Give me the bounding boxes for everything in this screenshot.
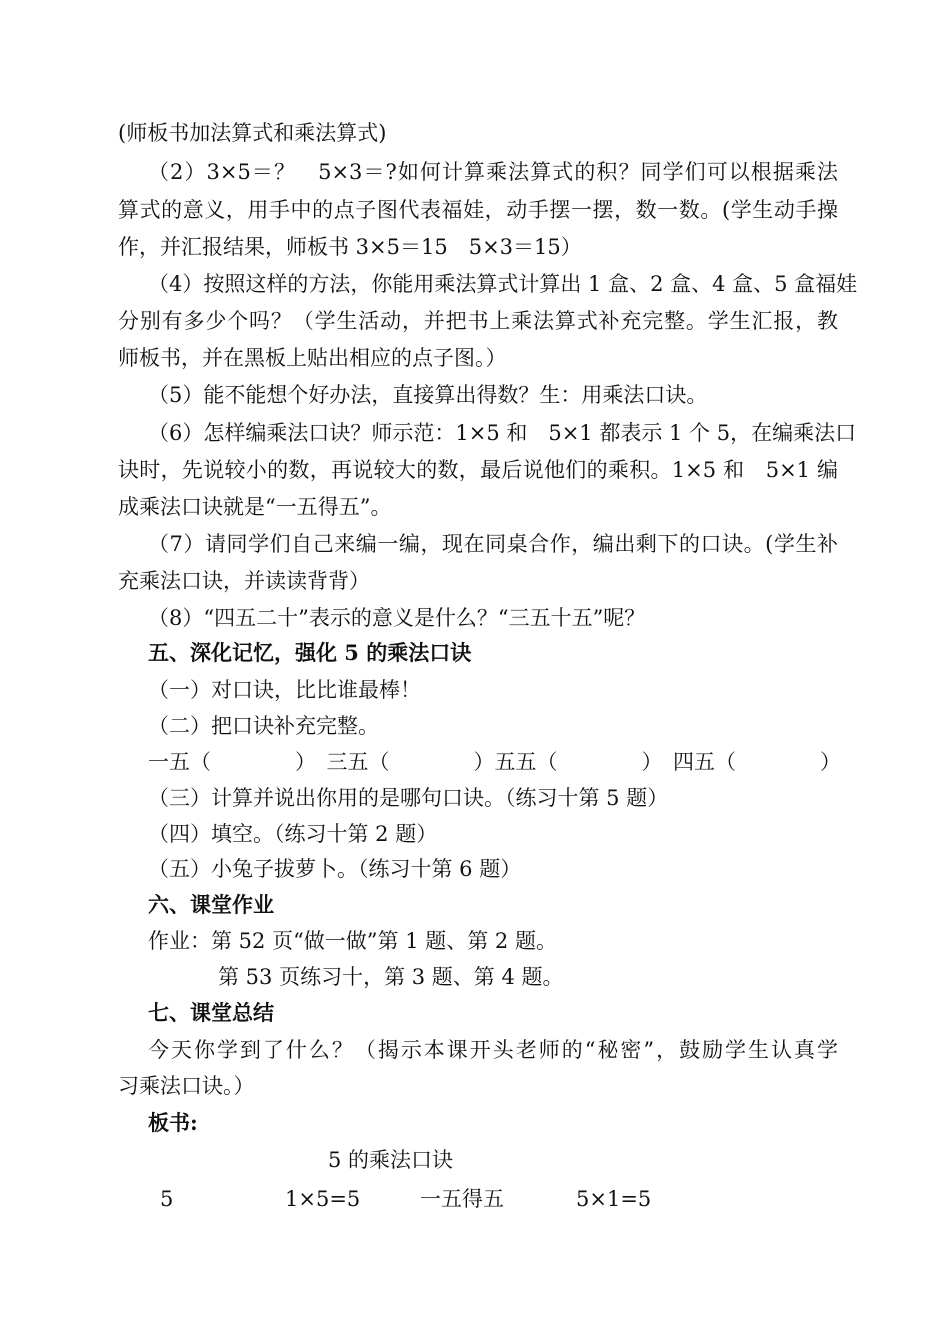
fill-blank-line: 一五（ ） 三五（ ）五五（ ） 四五（ ） xyxy=(148,750,841,774)
section-heading: 六、课堂作业 xyxy=(148,892,274,917)
text-line: （一）对口诀，比比谁最棒！ xyxy=(148,678,421,702)
board-cell: 1×5=5 xyxy=(285,1187,361,1211)
board-cell: 一五得五 xyxy=(420,1187,504,1211)
text-line: 算式的意义，用手中的点子图代表福娃，动手摆一摆，数一数。(学生动手操 xyxy=(118,198,838,222)
text-line: 习乘法口诀。） xyxy=(118,1074,255,1098)
board-title: 5 的乘法口诀 xyxy=(328,1148,454,1172)
text-line: 成乘法口诀就是“一五得五”。 xyxy=(118,495,392,519)
text-line: （7）请同学们自己来编一编，现在同桌合作，编出剩下的口诀。(学生补 xyxy=(148,532,838,556)
text-line: 诀时，先说较小的数，再说较大的数，最后说他们的乘积。1×5 和 5×1 编 xyxy=(118,458,838,482)
text-line: 作，并汇报结果，师板书 3×5＝15 5×3＝15） xyxy=(118,235,582,259)
text-line: 充乘法口诀，并读读背背） xyxy=(118,569,370,593)
text-line: （6）怎样编乘法口诀？师示范：1×5 和 5×1 都表示 1 个 5，在编乘法口 xyxy=(148,421,857,445)
board-cell: 5 xyxy=(160,1187,174,1211)
text-line: （三）计算并说出你用的是哪句口诀。（练习十第 5 题） xyxy=(148,786,669,810)
text-line: （五）小兔子拔萝卜。（练习十第 6 题） xyxy=(148,857,522,881)
board-heading: 板书: xyxy=(148,1110,198,1135)
text-line: （5）能不能想个好办法，直接算出得数？生：用乘法口诀。 xyxy=(148,383,708,407)
text-line: 今天你学到了什么？（揭示本课开头老师的“秘密”，鼓励学生认真学 xyxy=(148,1038,838,1062)
text-line: （四）填空。（练习十第 2 题） xyxy=(148,822,438,846)
text-line: 分别有多少个吗？（学生活动，并把书上乘法算式补充完整。学生汇报，教 xyxy=(118,309,838,333)
section-heading: 七、课堂总结 xyxy=(148,1000,274,1025)
text-line: （二）把口诀补充完整。 xyxy=(148,714,379,738)
text-line: 师板书，并在黑板上贴出相应的点子图。） xyxy=(118,346,507,370)
text-line: (师板书加法算式和乘法算式) xyxy=(118,121,387,145)
text-line: 作业：第 52 页“做一做”第 1 题、第 2 题。 xyxy=(148,929,557,953)
text-line: 第 53 页练习十，第 3 题、第 4 题。 xyxy=(218,965,564,989)
board-cell: 5×1=5 xyxy=(576,1187,652,1211)
text-line: （4）按照这样的方法，你能用乘法算式计算出 1 盒、2 盒、4 盒、5 盒福娃 xyxy=(148,272,858,296)
text-line: （2）3×5＝？ 5×3＝?如何计算乘法算式的积？同学们可以根据乘法 xyxy=(148,160,838,184)
text-line: （8）“四五二十”表示的意义是什么？“三五十五”呢？ xyxy=(148,606,646,630)
section-heading: 五、深化记忆，强化 5 的乘法口诀 xyxy=(148,640,472,665)
